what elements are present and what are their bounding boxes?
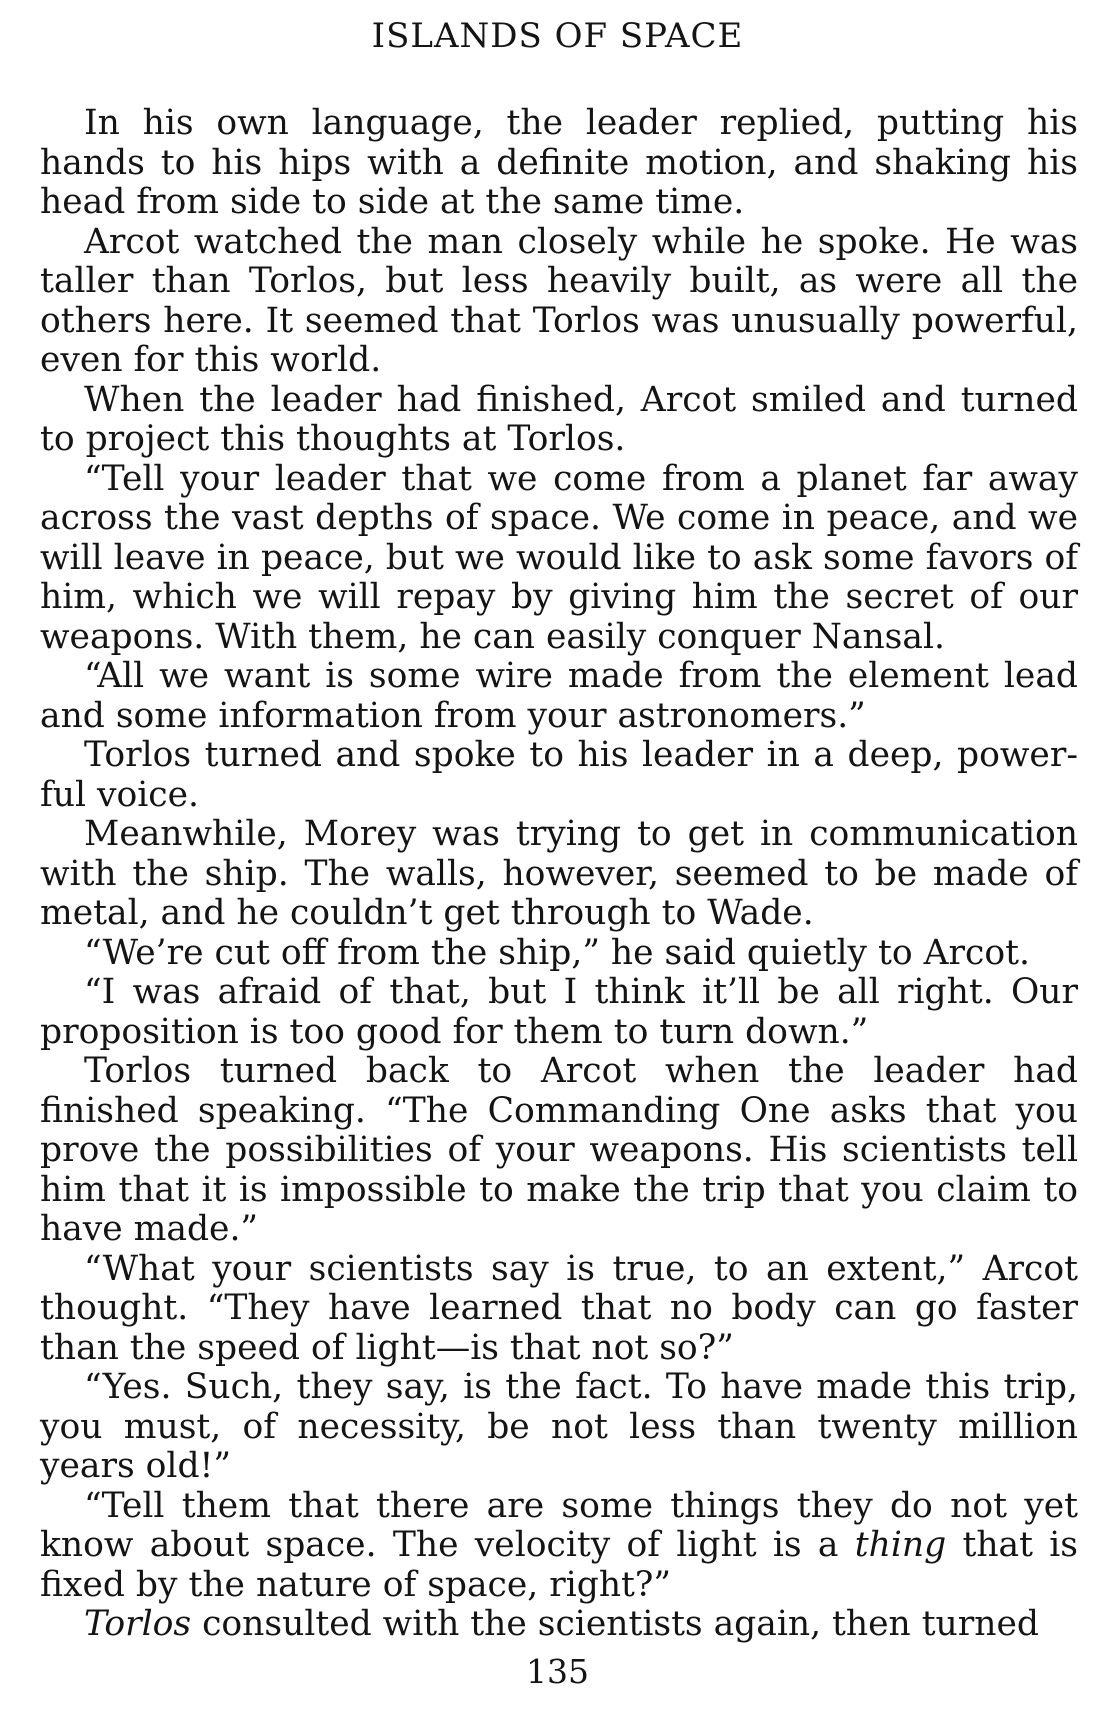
- paragraph: “We’re cut off from the ship,” he said quietly to Arcot.: [84, 932, 1030, 973]
- paragraph: Torlos turned and spoke to his leader in a deep, powerful voice.: [40, 735, 1078, 815]
- running-head: ISLANDS OF SPACE: [371, 16, 744, 56]
- paragraph: Torlos turned back to Arcot when the leader had finished speaking. “The Commanding One asks that you prove the possibilities of your weapons. His scientists tell him that it is impossible to make the trip that you claim to have made.”: [40, 1051, 1078, 1249]
- paragraph-with-italic: [40, 1487, 1078, 1606]
- paragraph: Arcot watched the man closely while he spoke. He was taller than Torlos, but less heavily built, as were all the others here. It seemed that Torlos was unusually powerful, even for this world.: [40, 221, 1078, 380]
- italic-word: thing: [854, 1525, 947, 1565]
- paragraph-text: “Tell them that there are some things they do not yet know about space. The velocity of light is a: [40, 1485, 1078, 1565]
- paragraph: Meanwhile, Morey was trying to get in communication with the ship. The walls, however, seemed to be made of metal, and he couldn’t get through to Wade.: [40, 814, 1078, 933]
- page-number: 135: [526, 1652, 589, 1691]
- paragraph: In his own language, the leader replied, putting his hands to his hips with a definite motion, and shaking his head from side to side at the same time.: [40, 103, 1078, 222]
- italic-word: Torlos: [84, 1604, 192, 1644]
- paragraph-text: that is fixed by the nature of space, right?”: [40, 1525, 1079, 1605]
- paragraph-with-italic: [40, 1605, 1078, 1645]
- paragraph: “Tell your leader that we come from a planet far away across the vast depths of space. We come in peace, and we will leave in peace, but we would like to ask some favors of him, which we will repay by giving him the secret of our weapons. With them, he can easily conquer Nansal.: [40, 458, 1078, 657]
- paragraph: “I was afraid of that, but I think it’ll be all right. Our proposition is too good for them to turn down.”: [40, 972, 1078, 1052]
- paragraph-text: consulted with the scientists again, then turned: [202, 1604, 1039, 1644]
- paragraph: “All we want is some wire made from the element lead and some information from your astronomers.”: [40, 656, 1078, 736]
- body-text: [40, 104, 1078, 1645]
- paragraph: “Yes. Such, they say, is the fact. To have made this trip, you must, of necessity, be not less than twenty million years old!”: [40, 1367, 1078, 1486]
- paragraph: “What your scientists say is true, to an extent,” Arcot thought. “They have learned that no body can go faster than the speed of light—is that not so?”: [40, 1248, 1078, 1368]
- paragraph: When the leader had finished, Arcot smiled and turned to project this thoughts at Torlos.: [40, 379, 1078, 459]
